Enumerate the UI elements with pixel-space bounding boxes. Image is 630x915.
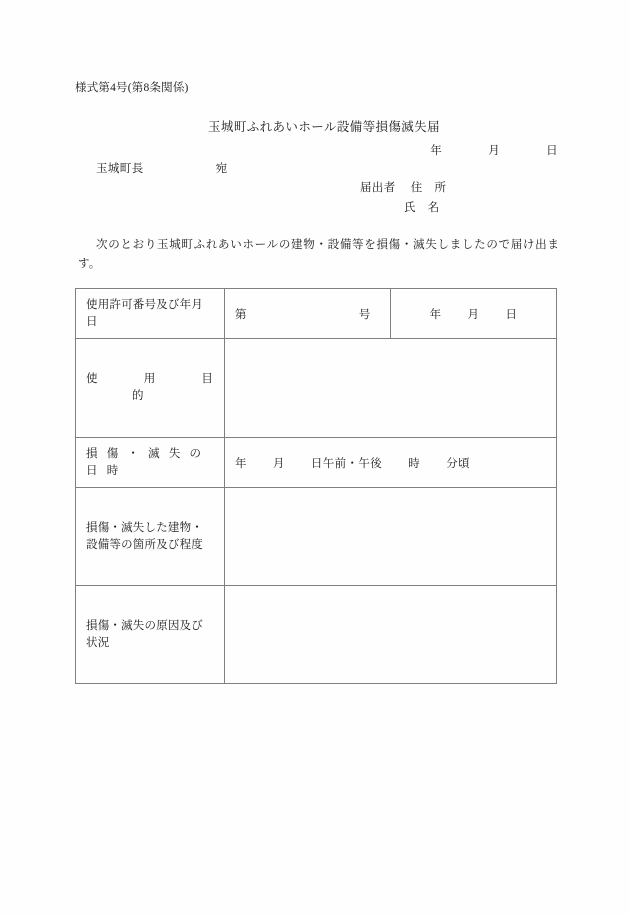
date-year-label: 年 [430, 145, 443, 157]
row-label-damage-location: 損傷・滅失した建物・設備等の箇所及び程度 [76, 488, 225, 586]
permit-number-field[interactable] [225, 289, 391, 339]
dt-char-4: 滅 [148, 447, 160, 460]
submitter-label: 届出者 [360, 182, 396, 194]
purpose-char-3: 目 [201, 373, 214, 385]
dt-char-7: 日 [86, 464, 98, 477]
body-paragraph: 次のとおり玉城町ふれあいホールの建物・設備等を損傷・滅失しましたので届け出ます。 [78, 239, 559, 270]
table-row [76, 586, 557, 684]
dt-char-6: の [189, 447, 202, 460]
form-code: 様式第4号(第8条関係) [75, 82, 189, 94]
submitter-name-label: 氏 名 [404, 202, 440, 214]
row-label-permit-number: 使用許可番号及び年月日 [76, 289, 225, 339]
page-title: 玉城町ふれあいホール設備等損傷滅失届 [208, 120, 440, 134]
damage-minute: 分頃 [446, 457, 470, 470]
dt-char-5: 失 [168, 447, 181, 460]
table-row [76, 339, 557, 438]
purpose-char-1: 使 [86, 373, 98, 385]
addressee-name: 玉城町長 [96, 163, 144, 175]
submitter-block [360, 178, 446, 218]
permit-date-month: 月 [467, 308, 480, 321]
submitter-address-row [360, 178, 446, 198]
submitter-address-label: 住 所 [410, 182, 447, 194]
permit-number-prefix: 第 [235, 308, 247, 321]
damage-month: 月 [272, 457, 285, 470]
damage-report-table [75, 288, 557, 684]
table-row [76, 289, 557, 339]
date-day-label: 日 [546, 145, 558, 157]
submitter-name-row [360, 198, 446, 218]
purpose-char-2: 用 [143, 373, 156, 385]
damage-hour: 時 [408, 457, 421, 470]
purpose-char-4: 的 [132, 390, 144, 402]
purpose-input-cell[interactable] [225, 339, 557, 438]
damage-location-input-cell[interactable] [225, 488, 557, 586]
damage-cause-input-cell[interactable] [225, 586, 557, 684]
row-label-damage-cause: 損傷・滅失の原因及び状況 [76, 586, 225, 684]
row-label-purpose [76, 339, 225, 438]
row-label-damage-datetime [76, 438, 225, 488]
permit-date-day: 日 [505, 308, 518, 321]
damage-datetime-field[interactable] [225, 438, 557, 488]
dt-char-3: ・ [127, 447, 140, 460]
date-month-label: 月 [488, 145, 501, 157]
permit-number-suffix: 号 [358, 308, 371, 321]
permit-date-year: 年 [429, 308, 442, 321]
dt-char-2: 傷 [106, 447, 119, 460]
dt-char-1: 損 [86, 447, 98, 460]
damage-year: 年 [235, 457, 247, 470]
damage-day-ampm: 日午前・午後 [310, 457, 383, 470]
table-row [76, 438, 557, 488]
table-row [76, 488, 557, 586]
addressee-suffix: 宛 [215, 163, 228, 175]
submission-date-line [430, 142, 558, 158]
addressee [96, 160, 228, 176]
permit-date-field[interactable] [391, 289, 557, 339]
dt-char-8: 時 [106, 464, 119, 477]
